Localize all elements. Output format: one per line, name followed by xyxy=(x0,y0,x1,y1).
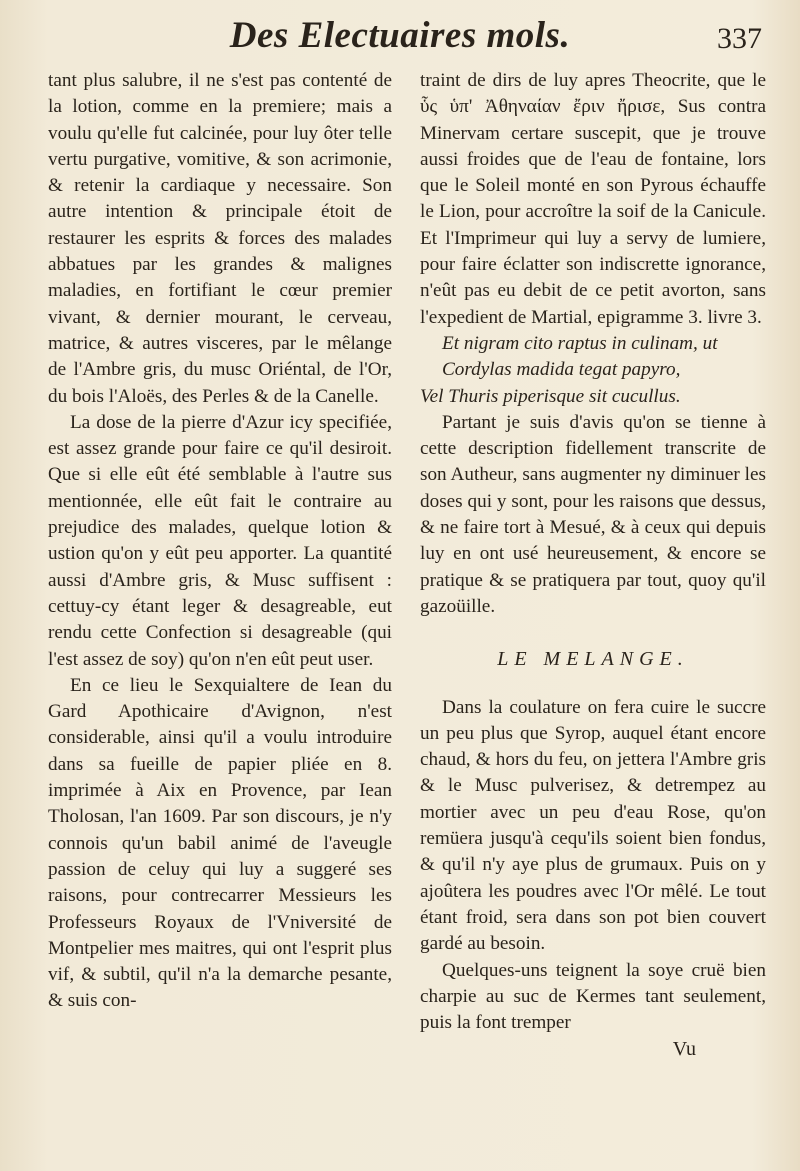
left-paragraph-2: La dose de la pierre d'Azur icy specifiée, est assez grande pour faire ce qu'il desiroit. Que si elle eût été semblable à l'autre sus mentionnée, elle eût fait le contraire au prejudice des malades, quelque lotion & ustion qu'on y eût peu apporter. La quantité aussi d'Ambre gris, & Musc suffisent : cettuy-cy étant leger & desagreable, eut rendu cette Confection si desagreable (qui l'est assez de soy) qu'on n'en eût peut user. xyxy=(48,411,392,670)
verse-line-2: Cordylas madida tegat papyro, xyxy=(442,359,681,381)
right-column xyxy=(420,68,766,1063)
running-title: Des Electuaires mols. xyxy=(229,15,571,56)
page-header xyxy=(0,8,800,64)
verse-line-1: Et nigram cito raptus in culinam, ut xyxy=(442,332,718,354)
right-paragraph-4: Quelques-uns teignent la soye cruë bien charpie au suc de Kermes tant seulement, puis la font tremper xyxy=(420,959,766,1034)
left-column xyxy=(48,68,392,1015)
left-paragraph-1: tant plus salubre, il ne s'est pas contenté de la lotion, comme en la premiere; mais a voulu qu'elle fut calcinée, pour luy ôter telle vertu purgative, vomitive, & son acrimonie, & retenir la cardiaque y necessaire. Son autre intention & principale étoit de restaurer les esprits & forces des malades abbatues par les grandes & malignes maladies, en fortifiant le cœur premier vivant, & dernier mourant, le cerveau, matrice, & autres visceres, par le mêlange de l'Ambre gris, du musc Oriéntal, de l'Or, du bois l'Aloës, des Perles & de la Canelle. xyxy=(48,70,392,407)
section-title: LE MELANGE. xyxy=(497,648,689,671)
right-paragraph-1: traint de dirs de luy apres Theocrite, que le ὗς ὑπ' Ἀθηναίαν ἔριν ἤρισε, Sus contra Minervam certare suscepit, que je trouve aussi froides que de l'eau de fontaine, lors que le Soleil monté en son Pyrous échauffe le Lion, pour accroître la soif de la Canicule. Et l'Imprimeur qui luy a servy de lumiere, pour faire éclatter son indiscrette ignorance, n'eût pas eu debit de ce petit avorton, sans l'expedient de Martial, epigramme 3. livre 3. xyxy=(420,70,766,328)
verse-line-3: Vel Thuris piperisque sit cucullus. xyxy=(420,385,681,407)
page-number: 337 xyxy=(717,22,762,55)
right-paragraph-2: Partant je suis d'avis qu'on se tienne à cette description fidellement transcrite de son Autheur, sans augmenter ny diminuer les doses qui y sont, pour les raisons que dessus, & ne faire tort à Mesué, & à ceux qui depuis luy en ont usé heureusement, & encore se pratique & se pratiquera par tout, quoy qu'il gazoüille. xyxy=(420,411,766,617)
right-paragraph-3: Dans la coulature on fera cuire le succre un peu plus que Syrop, auquel étant encore chaud, & hors du feu, on jettera l'Ambre gris & le Musc pulverisez, & detrempez au mortier avec un peu d'eau Rose, qu'on remüera jusqu'à cequ'ils soient bien fondus, & qu'il n'y aye plus de grumaux. Puis on y ajoûtera les poudres avec l'Or mêlé. Le tout étant froid, sera dans son pot bien couvert gardé au besoin. xyxy=(420,696,766,955)
catchword: Vu xyxy=(672,1038,696,1061)
left-paragraph-3: En ce lieu le Sexquialtere de Iean du Gard Apothicaire d'Avignon, n'est considerable, ainsi qu'il a voulu introduire dans sa fueille de papier pliée en 8. imprimée à Aix en Provence, par Iean Tholosan, l'an 1609. Par son discours, je n'y connois qu'un babil animé de l'aveugle passion de celuy qui luy a suggeré ses raisons, pour contrecarrer Messieurs les Professeurs Royaux de l'Vniversité de Montpelier mes maitres, qui ont l'esprit plus vif, & subtil, qu'il n'a la demarche pesante, & suis con- xyxy=(48,674,392,1012)
